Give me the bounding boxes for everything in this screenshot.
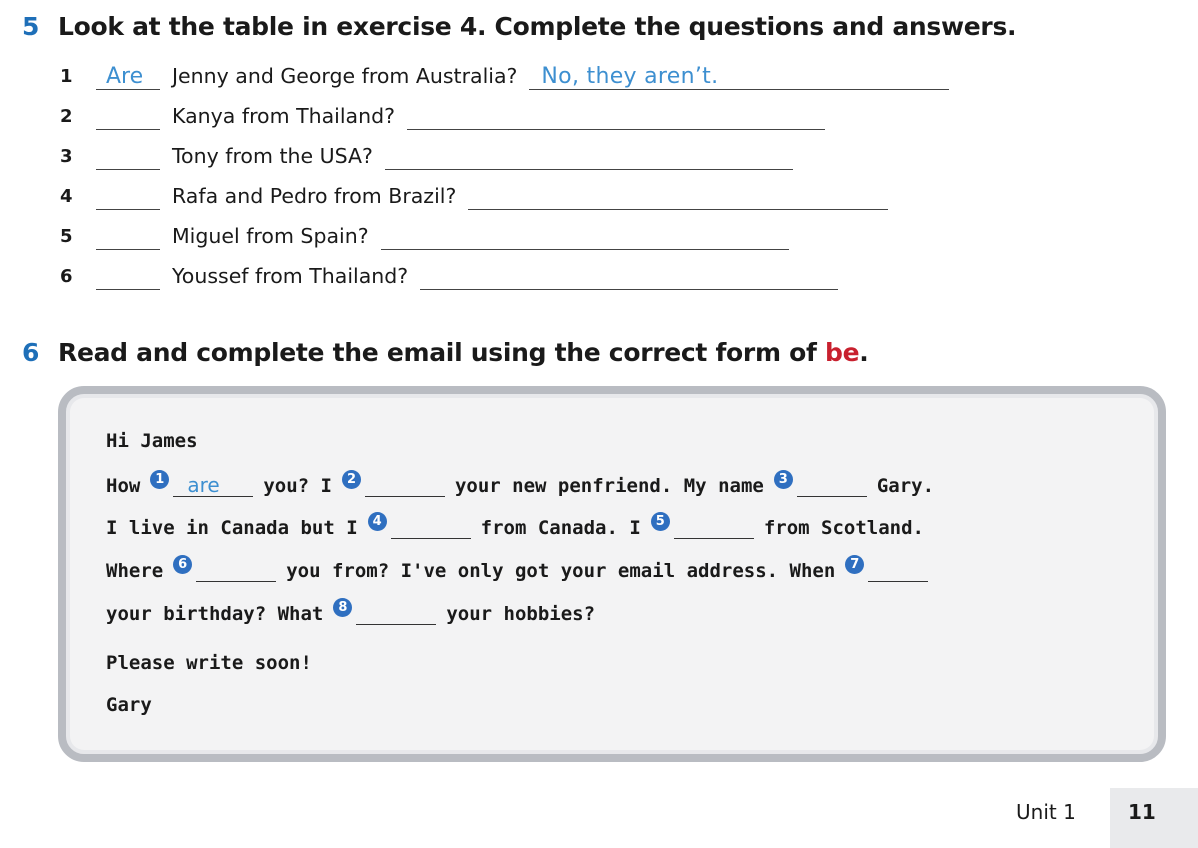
email-line bbox=[106, 470, 934, 497]
email-greeting: Hi James bbox=[106, 430, 198, 452]
question-text: Jenny and George from Australia? bbox=[172, 64, 518, 88]
question-number: 6 bbox=[60, 266, 73, 287]
answer-blank[interactable] bbox=[96, 221, 160, 250]
question-number: 1 bbox=[60, 66, 73, 87]
email-blank[interactable] bbox=[797, 472, 867, 497]
page-number-box bbox=[1110, 788, 1198, 848]
question-row bbox=[60, 58, 949, 90]
email-blank[interactable] bbox=[391, 514, 471, 539]
email-text: from Scotland. bbox=[763, 517, 924, 539]
email-text: your hobbies? bbox=[446, 603, 596, 625]
unit-label: Unit 1 bbox=[1016, 800, 1076, 824]
question-row bbox=[60, 178, 888, 210]
answer-blank[interactable] bbox=[96, 261, 160, 290]
response-line[interactable] bbox=[529, 61, 949, 90]
gap-number-badge: 7 bbox=[845, 555, 864, 574]
email-text: you? I bbox=[263, 475, 332, 497]
gap-number-badge: 6 bbox=[173, 555, 192, 574]
filled-answer: Are bbox=[106, 64, 144, 89]
email-text: Where bbox=[106, 560, 164, 582]
email-line bbox=[106, 512, 924, 539]
email-text: How bbox=[106, 475, 141, 497]
question-row bbox=[60, 98, 825, 130]
exercise-title bbox=[58, 338, 868, 367]
question-text: Tony from the USA? bbox=[172, 144, 373, 168]
question-text: Rafa and Pedro from Brazil? bbox=[172, 184, 457, 208]
page-number: 11 bbox=[1128, 800, 1156, 824]
response-line[interactable] bbox=[381, 221, 789, 250]
question-number: 2 bbox=[60, 106, 73, 127]
title-highlight: be bbox=[824, 338, 860, 367]
gap-number-badge: 1 bbox=[150, 470, 169, 489]
filled-answer: are bbox=[187, 473, 220, 497]
response-line[interactable] bbox=[468, 181, 888, 210]
gap-number-badge: 8 bbox=[333, 598, 352, 617]
email-text: you from? I've only got your email address. When bbox=[286, 560, 836, 582]
email-blank[interactable] bbox=[173, 472, 253, 497]
email-blank[interactable] bbox=[365, 472, 445, 497]
answer-blank[interactable] bbox=[96, 181, 160, 210]
gap-number-badge: 5 bbox=[651, 512, 670, 531]
question-number: 3 bbox=[60, 146, 73, 167]
exercise-5-heading bbox=[22, 12, 1016, 41]
filled-response: No, they aren’t. bbox=[541, 64, 719, 89]
question-text: Kanya from Thailand? bbox=[172, 104, 395, 128]
email-blank[interactable] bbox=[196, 557, 276, 582]
email-line bbox=[106, 598, 595, 625]
answer-blank[interactable] bbox=[96, 101, 160, 130]
question-row bbox=[60, 218, 789, 250]
question-text: Youssef from Thailand? bbox=[172, 264, 409, 288]
email-line bbox=[106, 555, 938, 582]
email-text: your new penfriend. My name bbox=[454, 475, 764, 497]
answer-blank[interactable] bbox=[96, 61, 160, 90]
exercise-title: Look at the table in exercise 4. Complete the questions and answers. bbox=[58, 12, 1017, 41]
question-number: 5 bbox=[60, 226, 73, 247]
response-line[interactable] bbox=[407, 101, 825, 130]
exercise-number: 5 bbox=[22, 12, 40, 41]
question-row bbox=[60, 258, 838, 290]
response-line[interactable] bbox=[420, 261, 838, 290]
exercise-number: 6 bbox=[22, 338, 40, 367]
email-blank[interactable] bbox=[674, 514, 754, 539]
email-signature: Gary bbox=[106, 694, 152, 716]
question-text: Miguel from Spain? bbox=[172, 224, 369, 248]
email-text: from Canada. I bbox=[480, 517, 641, 539]
question-row bbox=[60, 138, 793, 170]
answer-blank[interactable] bbox=[96, 141, 160, 170]
gap-number-badge: 2 bbox=[342, 470, 361, 489]
email-text: I live in Canada but I bbox=[106, 517, 358, 539]
response-line[interactable] bbox=[385, 141, 793, 170]
email-closing: Please write soon! bbox=[106, 652, 312, 674]
email-blank[interactable] bbox=[356, 600, 436, 625]
exercise-6-heading bbox=[22, 338, 868, 367]
email-text: Gary. bbox=[876, 475, 935, 497]
gap-number-badge: 3 bbox=[774, 470, 793, 489]
question-number: 4 bbox=[60, 186, 73, 207]
email-text: your birthday? What bbox=[106, 603, 324, 625]
title-text: Read and complete the email using the correct form of bbox=[58, 338, 825, 367]
email-blank[interactable] bbox=[868, 557, 928, 582]
title-punctuation: . bbox=[859, 338, 869, 367]
gap-number-badge: 4 bbox=[368, 512, 387, 531]
